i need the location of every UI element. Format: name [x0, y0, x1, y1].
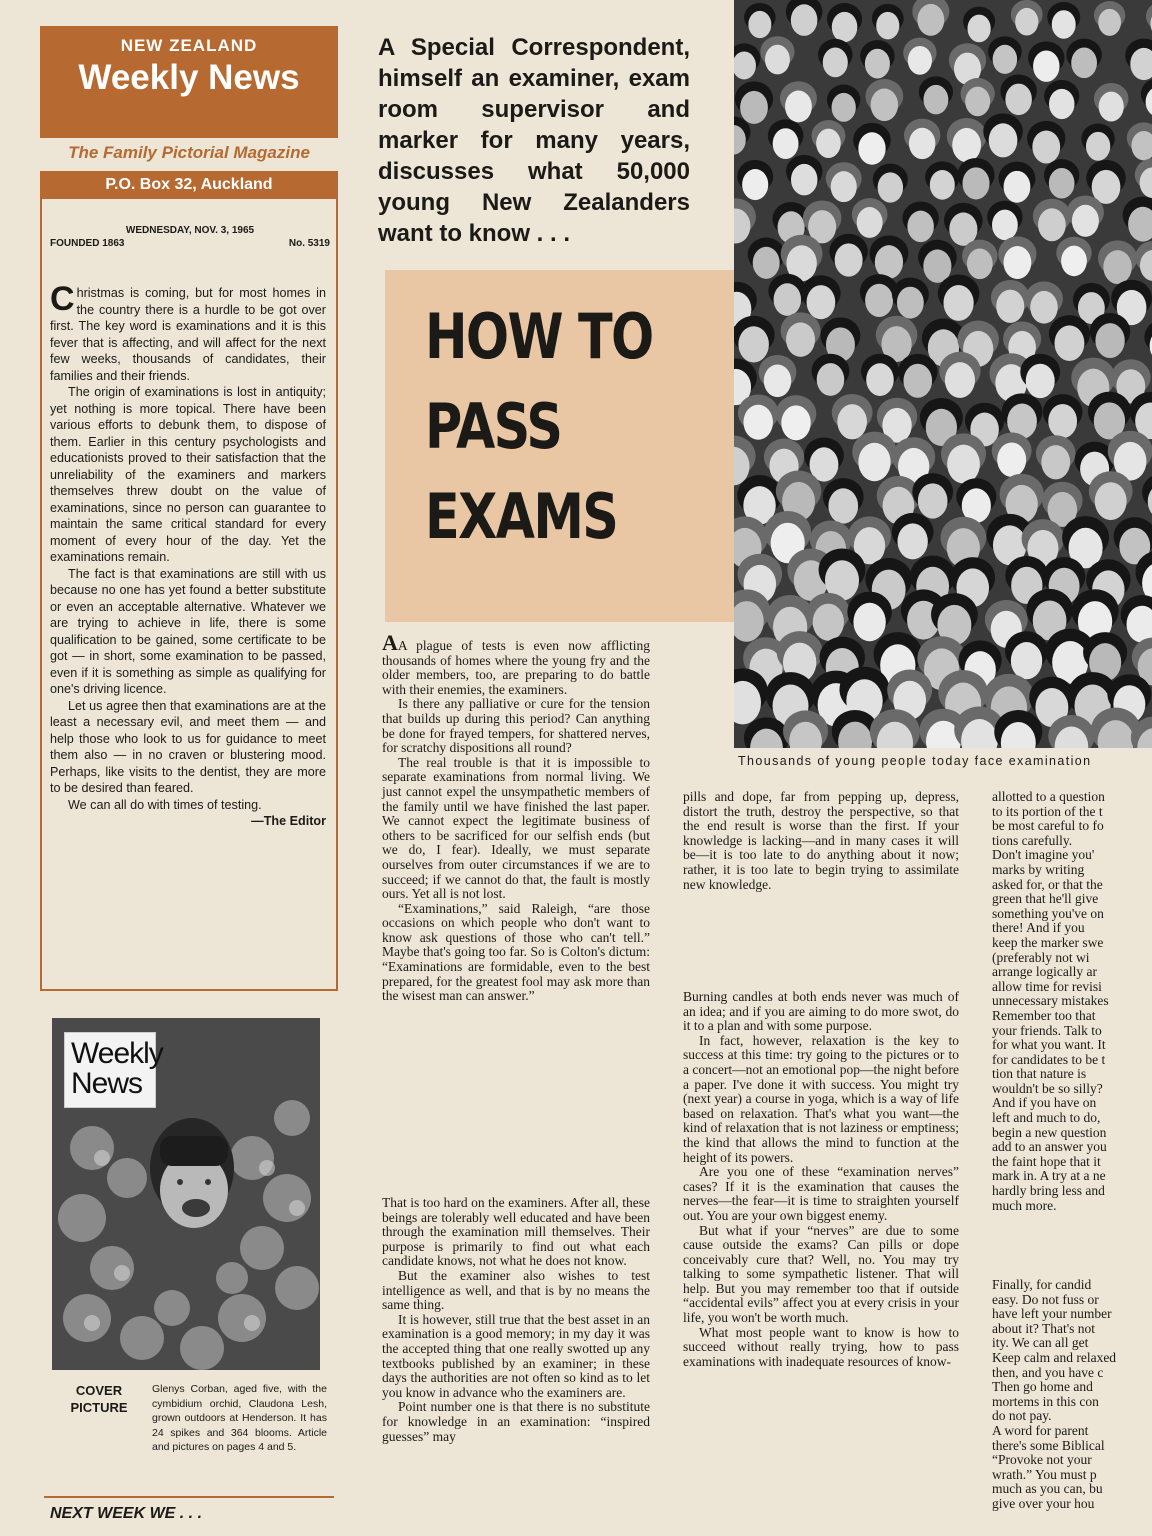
- crowd-face: [1048, 404, 1077, 438]
- next-week-heading: NEXT WEEK WE . . .: [50, 1505, 203, 1522]
- article-column-1: [382, 630, 650, 1004]
- crowd-face: [952, 128, 981, 162]
- article-line: mortems in this con: [992, 1393, 1099, 1409]
- crowd-face: [831, 171, 857, 202]
- crowd-face: [740, 91, 768, 124]
- crowd-face: [1005, 84, 1032, 115]
- crowd-face: [1041, 445, 1070, 479]
- crowd-face: [832, 93, 856, 122]
- article-line: begin a new question: [992, 1124, 1107, 1140]
- article-line: asked for, or that the: [992, 876, 1103, 892]
- photo-caption: Thousands of young people today face examination: [738, 754, 1092, 768]
- crowd-face: [1049, 89, 1075, 119]
- cover-logo: Weekly News: [64, 1032, 156, 1108]
- crowd-face: [835, 243, 863, 276]
- issue-number: No. 5319: [288, 238, 330, 249]
- crowd-face: [774, 283, 801, 316]
- crowd-face: [765, 45, 790, 75]
- headline: [425, 292, 663, 562]
- crowd-face: [909, 128, 935, 159]
- crowd-face: [962, 167, 989, 199]
- crowd-face: [865, 284, 893, 317]
- article-line: (preferably not wi: [992, 949, 1090, 965]
- issue-date: WEDNESDAY, NOV. 3, 1965: [125, 225, 255, 236]
- masthead-country: NEW ZEALAND: [120, 36, 258, 55]
- article-line: add to an answer you: [992, 1139, 1107, 1155]
- crowd-face: [875, 245, 903, 279]
- masthead: [40, 26, 338, 138]
- article-paragraph: The real trouble is that it is impossible to separate examinations from normal living. We just cannot expel the unsympathetic members of the family until we have finished the last paper. We cannot expect the legitimate business of others to be sacrificed for our selfish ends (but we do, I fear). Ideally, we must separate ourselves from outer circumstances if we are to succeed; if we cannot do that, the fault is mostly ours. Yet all is not lost.: [382, 754, 650, 902]
- article-line: marks by writing: [992, 861, 1085, 877]
- article-line: mark in. A try at a ne: [992, 1168, 1106, 1184]
- tagline: The Family Pictorial Magazine: [68, 143, 310, 162]
- article-line: tions carefully.: [992, 832, 1073, 848]
- crowd-face: [1098, 9, 1121, 36]
- crowd-face: [786, 322, 815, 356]
- article-line: unnecessary mistakes: [992, 993, 1109, 1009]
- crowd-face: [908, 46, 932, 75]
- crowd-face: [742, 169, 768, 200]
- crowd-face: [1095, 323, 1124, 358]
- crowd-face: [791, 4, 818, 36]
- crowd-face: [813, 604, 844, 641]
- article-line: Don't imagine you': [992, 847, 1095, 863]
- crowd-face: [918, 483, 948, 518]
- crowd-face: [943, 285, 973, 321]
- article-line: allotted to a question: [992, 790, 1105, 804]
- article-paragraph: Point number one is that there is no substitute for knowledge in an examination: “inspired guesses” may: [382, 1399, 650, 1444]
- article-line: keep the marker swe: [992, 934, 1104, 950]
- divider: [44, 1496, 334, 1498]
- crowd-face: [1052, 10, 1076, 38]
- crowd-face: [897, 287, 924, 319]
- article-paragraph: But what if your “nerves” are due to some cause outside the exams? Can pills or dope conceivably cure that? Well, no. You may try talking to some sympathetic listener. That will help. But you may remember too that if outside “accidental evils” affect you at every crisis in your life, you won't be worth much.: [683, 1222, 959, 1326]
- article-paragraph: Is there any palliative or cure for the tension that builds up during this period? Can anything be done for frayed tempers, for shattered nerves, for scratchy dispositions all round?: [382, 696, 650, 756]
- crowd-face: [907, 211, 934, 243]
- article-column-2: [683, 790, 959, 892]
- article-paragraph: Are you one of these “examination nerves” cases? If it is the examination that causes the nerves—the fear—it is time to straighten yourself out. You are your own biggest enemy.: [683, 1164, 959, 1223]
- crowd-face: [967, 15, 990, 43]
- article-intro: A Special Correspondent, himself an examiner, exam room supervisor and marker for many years, discusses what 50,000 young New Zealanders want to know . . .: [378, 34, 690, 247]
- crowd-face: [967, 249, 993, 280]
- article-column-1-lower: [382, 1196, 650, 1444]
- dateline: [50, 225, 330, 249]
- crowd-face: [992, 210, 1018, 241]
- crowd-face: [1049, 168, 1075, 199]
- article-line: green that he'll give: [992, 891, 1099, 907]
- article-line: left and much to do,: [992, 1110, 1101, 1126]
- crowd-face: [816, 129, 841, 158]
- editorial-paragraph: Let us agree then that examinations are at the least a necessary evil, and meet them — and help those who look to us for guidance to meet them also — in no craven or blustering mood. Perhaps, like visits to the dentist, they are more to be desired than feared.: [50, 698, 326, 795]
- masthead-title: Weekly News: [78, 58, 300, 97]
- editorial-paragraph: The origin of examinations is lost in antiquity; yet nothing is more topical. There have been various efforts to debunk them, to dispose of them. Earlier in this century psychologists and educationists proved to their satisfaction that the unreliability of the examiners and markers themselves threw doubt on the value of examinations, since no person can guarantee to maintain the same critical standard for every moment of every hour of the day. Yet the examinations remain.: [50, 385, 326, 564]
- article-line: for what you want. It: [992, 1037, 1106, 1053]
- article-paragraph: What most people want to know is how to succeed without really trying, how to pass examinations with inadequate resources of know-: [683, 1324, 959, 1369]
- article-column-2-lower: [683, 990, 959, 1369]
- crowd-face: [1038, 208, 1066, 241]
- article-paragraph: But the examiner also wishes to test intelligence as well, and that is by no means the same thing.: [382, 1267, 650, 1313]
- crowd-face: [1032, 130, 1060, 163]
- headline-line: HOW TO: [425, 300, 653, 373]
- crowd-face: [876, 12, 899, 40]
- crowd-face: [996, 290, 1024, 323]
- dropcap: A: [382, 630, 398, 655]
- crowd-face: [903, 364, 932, 398]
- crowd-face: [923, 85, 948, 115]
- article-line: to its portion of the t: [992, 803, 1103, 819]
- crowd-face: [853, 603, 885, 641]
- crowd-face: [865, 49, 890, 79]
- article-line: give over your hou: [992, 1495, 1095, 1511]
- article-paragraph: pills and dope, far from pepping up, depress, distort the truth, destroy the perspective, so that the end result is worse than the first. If your knowledge is lacking—and in many cases it will be—it is too late to do anything about it now; rather, it is too late to begin trying to assimilate new knowledge.: [683, 789, 959, 892]
- editorial-signoff: —The Editor: [251, 814, 326, 828]
- article-column-3: [992, 790, 1152, 1213]
- crowd-face: [993, 45, 1018, 74]
- crowd-face: [917, 4, 944, 36]
- crowd-face: [1054, 325, 1084, 361]
- crowd-face: [753, 247, 780, 279]
- editorial-paragraph: The fact is that examinations are still with us because no one has yet found a better substitute or even an acceptable alternative. Whatever we are trying to achieve in life, there is some qualification to be gained, some certificate to be got — in short, some examination to be passed, even if it is something as simple as qualifying for one's driving licence.: [50, 566, 326, 696]
- headline-line: EXAMS: [425, 480, 618, 553]
- article-line: something you've on: [992, 905, 1104, 921]
- crowd-face: [781, 405, 811, 440]
- crowd-face: [823, 48, 848, 78]
- article-line: your friends. Talk to: [992, 1022, 1102, 1038]
- crowd-photo: [734, 0, 1152, 748]
- article-line: “Provoke not your: [992, 1452, 1092, 1468]
- article-paragraph: It is however, still true that the best asset in an examination is a good memory; in my day it was the accepted thing that one really swotted up any textbooks published by an examiner; in these days the authorities are not often so kind as to let you know in advance who the examiners are.: [382, 1311, 650, 1400]
- crowd-face: [743, 405, 772, 440]
- article-line: Keep calm and relaxed: [992, 1349, 1117, 1365]
- article-paragraph: That is too hard on the examiners. After all, these beings are tolerably well educated and have been through the examination mill themselves. Their purpose is primarily to find out what each candidate knows, not what he does not know.: [382, 1195, 650, 1269]
- crowd-photo-illustration: [734, 0, 1152, 748]
- crowd-face: [807, 285, 836, 319]
- crowd-face: [785, 90, 812, 122]
- crowd-face: [832, 12, 858, 42]
- crowd-face: [866, 363, 894, 396]
- crowd-face: [1086, 132, 1110, 161]
- article-line: wrath.” You must p: [992, 1466, 1097, 1482]
- crowd-face: [858, 132, 885, 164]
- editorial-paragraph: hristmas is coming, but for most homes in the country there is a hurdle to be got over first. The key word is examinations and it is this fever that is affecting, and will affect for the next few weeks, thousands of candidates, their families and their friends.: [50, 286, 326, 383]
- editorial: [50, 280, 326, 830]
- article-line: the faint hope that it: [992, 1153, 1101, 1169]
- article-line: tion that nature is: [992, 1066, 1087, 1082]
- crowd-face: [930, 170, 955, 200]
- crowd-face: [764, 364, 792, 397]
- crowd-face: [858, 443, 890, 481]
- article-line: Remember too that: [992, 1007, 1096, 1023]
- article-paragraph: A plague of tests is even now afflicting thousands of homes where the young fry and the older members, too, are preparing to do battle with their enemies, the examiners.: [382, 638, 650, 697]
- crowd-face: [897, 523, 927, 559]
- article-line: ity. We can all get: [992, 1335, 1089, 1351]
- article-line: for candidates to be t: [992, 1051, 1106, 1067]
- article-line: be most careful to fo: [992, 818, 1104, 834]
- cover-label: COVER PICTURE: [70, 1383, 128, 1415]
- article-paragraph: In fact, however, relaxation is the key to success at this time: try going to the pictures or to a concert—not an emotional pop—the night before a paper. I've done it with success. You might try (next year) a course in yoga, which is a way of life based on relaxation. That's what you want—the kind of relaxation that is not laziness or emptiness; the kind that allows the mind to function at the height of its powers.: [683, 1032, 959, 1165]
- crowd-face: [1011, 642, 1042, 679]
- cover-image: [52, 1018, 320, 1370]
- article-line: wouldn't be so silly?: [992, 1080, 1103, 1096]
- crowd-face: [989, 123, 1018, 157]
- crowd-face: [965, 87, 990, 117]
- article-line: Finally, for candid: [992, 1278, 1092, 1292]
- crowd-face: [947, 445, 980, 484]
- article-line: there's some Biblical: [992, 1437, 1105, 1453]
- article-line: much as you can, bu: [992, 1481, 1103, 1497]
- headline-line: PASS: [425, 390, 562, 463]
- article-line: arrange logically ar: [992, 964, 1097, 980]
- crowd-face: [1103, 250, 1131, 284]
- crowd-face: [871, 88, 899, 121]
- crowd-face: [945, 362, 975, 398]
- article-line: hardly bring less and: [992, 1183, 1105, 1199]
- article-line: have left your number: [992, 1306, 1112, 1322]
- crowd-face: [1099, 92, 1124, 122]
- article-paragraph: Burning candles at both ends never was much of an idea; and if you are aiming to do more swot, do it to a plan and with some purpose.: [683, 989, 959, 1034]
- address-bar: P.O. Box 32, Auckland: [40, 171, 338, 199]
- crowd-face: [1033, 50, 1059, 81]
- article-line: there! And if you: [992, 920, 1085, 936]
- article-line: then, and you have c: [992, 1364, 1104, 1380]
- crowd-face: [828, 488, 858, 523]
- crowd-face: [748, 11, 771, 38]
- crowd-face: [1026, 364, 1055, 398]
- crowd-face: [997, 442, 1026, 476]
- crowd-face: [837, 404, 867, 439]
- crowd-face: [1071, 48, 1097, 79]
- crowd-face: [857, 207, 883, 238]
- editorial-paragraph: We can all do with times of testing.: [68, 797, 262, 812]
- article-line: allow time for revisi: [992, 978, 1102, 994]
- crowd-face: [791, 164, 818, 195]
- crowd-face: [1061, 246, 1087, 277]
- crowd-face: [773, 128, 799, 159]
- crowd-face: [817, 363, 845, 396]
- crowd-face: [1003, 246, 1031, 279]
- founded-label: FOUNDED 1863: [50, 238, 125, 249]
- editorial-dropcap: C: [50, 280, 75, 318]
- article-paragraph: “Examinations,” said Raleigh, “are those occasions on which people who don't want to know ask questions of those who can't tell.” Maybe that's going too far. So is Colton's dictum: “Examinations are formidable, even to the best prepared, for the greatest fool may ask more than the wisest man can answer.”: [382, 900, 650, 1004]
- article-line: Then go home and: [992, 1379, 1093, 1395]
- crowd-face: [1072, 205, 1099, 237]
- article-column-3-lower: [992, 1278, 1152, 1512]
- crowd-face: [1030, 291, 1058, 324]
- article-line: And if you have on: [992, 1095, 1097, 1111]
- crowd-face: [1095, 482, 1127, 520]
- article-line: A word for parent: [992, 1422, 1089, 1438]
- article-line: do not pay.: [992, 1408, 1052, 1424]
- article-line: easy. Do not fuss or: [992, 1291, 1099, 1307]
- crowd-face: [1004, 171, 1031, 203]
- article-line: much more.: [992, 1197, 1057, 1213]
- cover-caption: Glenys Corban, aged five, with the cymbidium orchid, Claudona Lesh, grown outdoors at Henderson. It has 24 spikes and 364 blooms. Article and pictures on pages 4 and 5.: [152, 1383, 327, 1453]
- article-line: about it? That's not: [992, 1320, 1096, 1336]
- crowd-face: [738, 326, 769, 362]
- crowd-face: [1015, 8, 1038, 36]
- crowd-face: [878, 172, 903, 202]
